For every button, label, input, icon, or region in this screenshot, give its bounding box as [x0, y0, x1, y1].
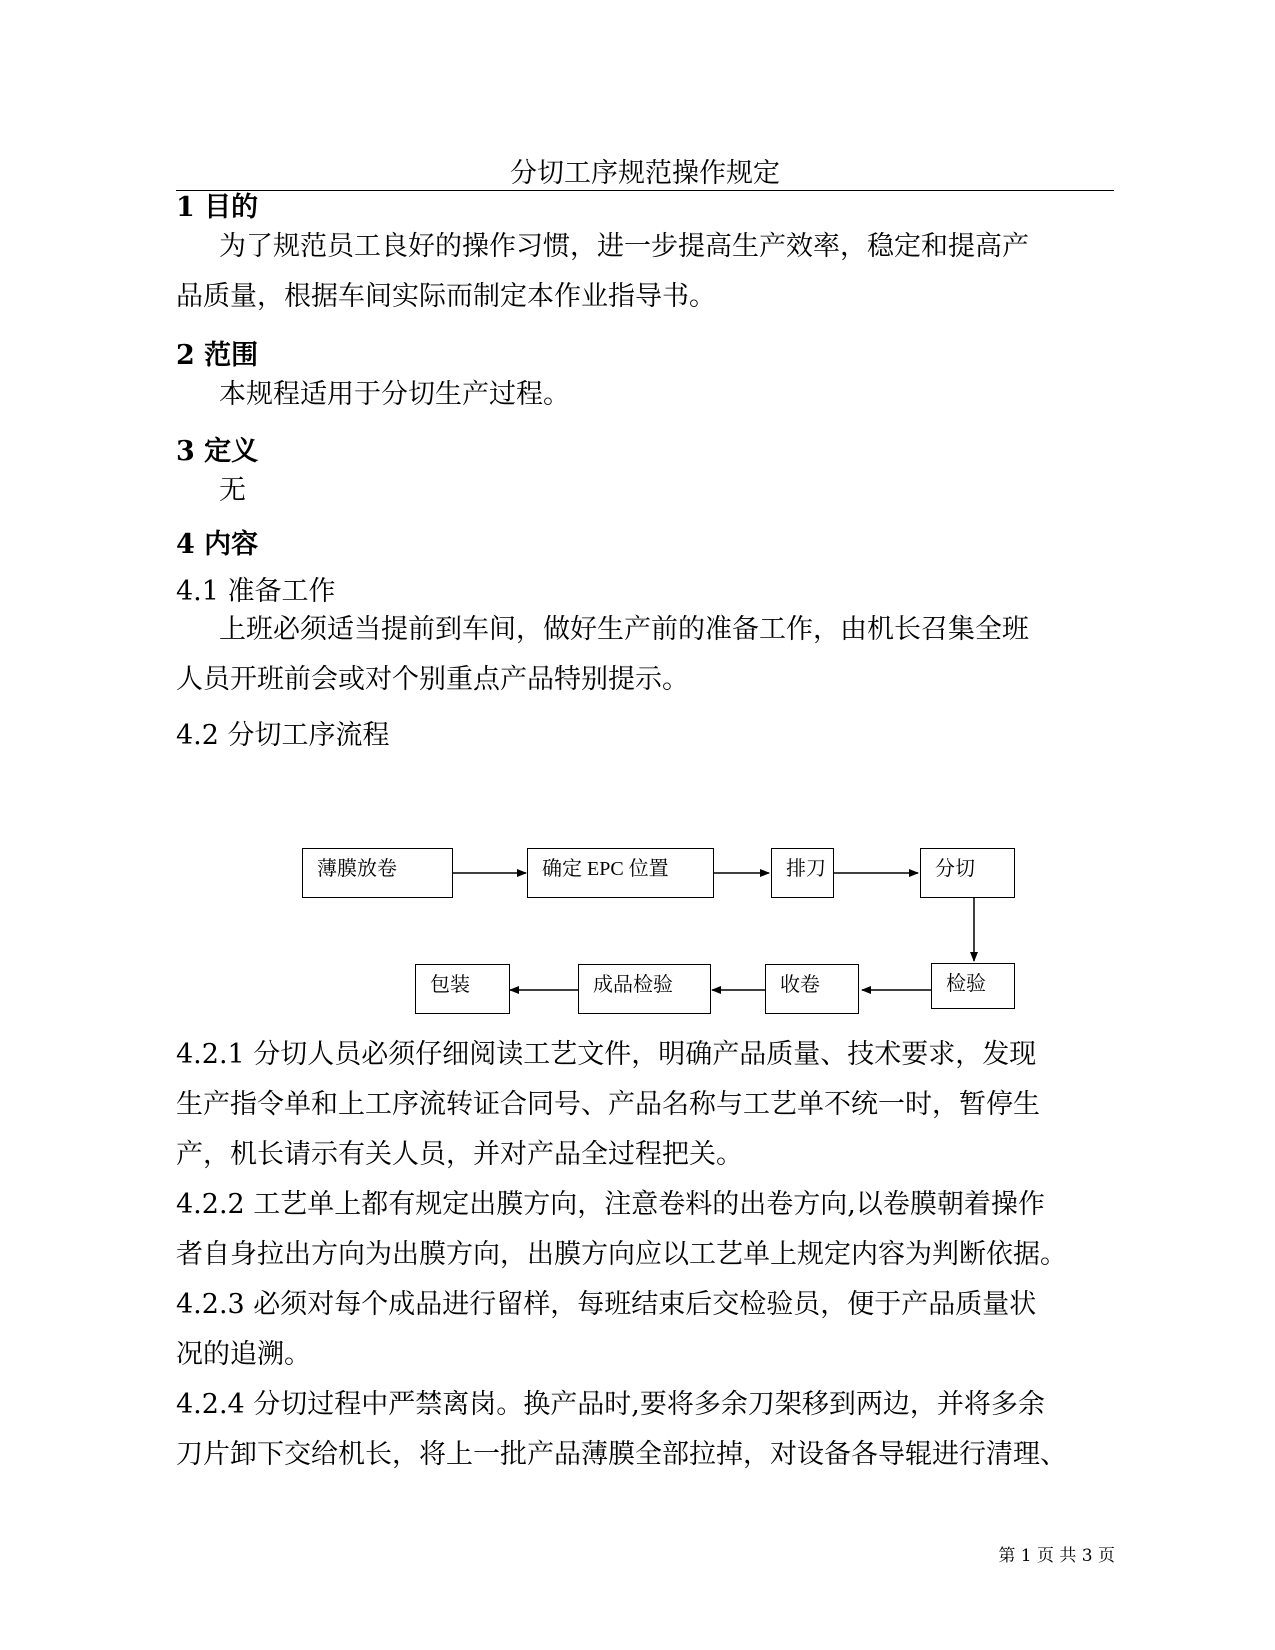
section-4-heading: 4 内容 [176, 529, 259, 560]
page-number: 第 1 页 共 3 页 [998, 1546, 1115, 1566]
section-3-heading: 3 定义 [176, 436, 259, 467]
step-film-unwind: 薄膜放卷 [302, 848, 453, 898]
step-rewind: 收卷 [765, 964, 859, 1014]
section-4-2-3-line-1: 4.2.3 必须对每个成品进行留样，每班结束后交检验员，便于产品质量状 [176, 1289, 1037, 1320]
section-4-1-heading: 4.1 准备工作 [176, 576, 336, 607]
section-3-line-1: 无 [219, 475, 246, 506]
section-4-2-2 [176, 1180, 1121, 1280]
section-4-2-4-line-1: 4.2.4 分切过程中严禁离岗。换产品时,要将多余刀架移到两边，并将多余 [176, 1389, 1045, 1420]
step-knife-arrange: 排刀 [771, 848, 834, 898]
document-title: 分切工序规范操作规定 [510, 158, 780, 189]
section-4-1-line-1: 上班必须适当提前到车间，做好生产前的准备工作，由机长召集全班 [219, 614, 1029, 645]
section-4-1-line-2: 人员开班前会或对个别重点产品特别提示。 [176, 664, 689, 695]
section-4-2-3-line-2: 况的追溯。 [176, 1339, 311, 1370]
section-2-heading: 2 范围 [176, 340, 259, 371]
step-epc-position: 确定 EPC 位置 [527, 848, 714, 898]
step-product-inspection: 成品检验 [578, 964, 711, 1014]
section-4-2-4 [176, 1380, 1121, 1480]
section-4-2-1-line-2: 生产指令单和上工序流转证合同号、产品名称与工艺单不统一时，暂停生 [176, 1089, 1040, 1120]
section-4-2-1-line-3: 产，机长请示有关人员，并对产品全过程把关。 [176, 1139, 743, 1170]
step-inspection: 检验 [931, 963, 1015, 1009]
step-packaging: 包装 [415, 964, 510, 1014]
section-2-line-1: 本规程适用于分切生产过程。 [219, 379, 570, 410]
section-1-line-2: 品质量，根据车间实际而制定本作业指导书。 [176, 281, 716, 312]
step-slitting: 分切 [920, 848, 1015, 898]
section-1-line-1: 为了规范员工良好的操作习惯，进一步提高生产效率，稳定和提高产 [219, 231, 1029, 262]
section-1-heading: 1 目的 [176, 192, 259, 223]
section-4-2-1 [176, 1030, 1121, 1180]
section-4-2-heading: 4.2 分切工序流程 [176, 720, 390, 751]
section-4-2-2-line-2: 者自身拉出方向为出膜方向，出膜方向应以工艺单上规定内容为判断依据。 [176, 1239, 1067, 1270]
section-4-2-4-line-2: 刀片卸下交给机长，将上一批产品薄膜全部拉掉，对设备各导辊进行清理、 [176, 1439, 1067, 1470]
section-4-2-2-line-1: 4.2.2 工艺单上都有规定出膜方向，注意卷料的出卷方向,以卷膜朝着操作 [176, 1189, 1045, 1220]
section-4-2-1-line-1: 4.2.1 分切人员必须仔细阅读工艺文件，明确产品质量、技术要求，发现 [176, 1039, 1037, 1070]
section-4-2-3 [176, 1280, 1121, 1380]
